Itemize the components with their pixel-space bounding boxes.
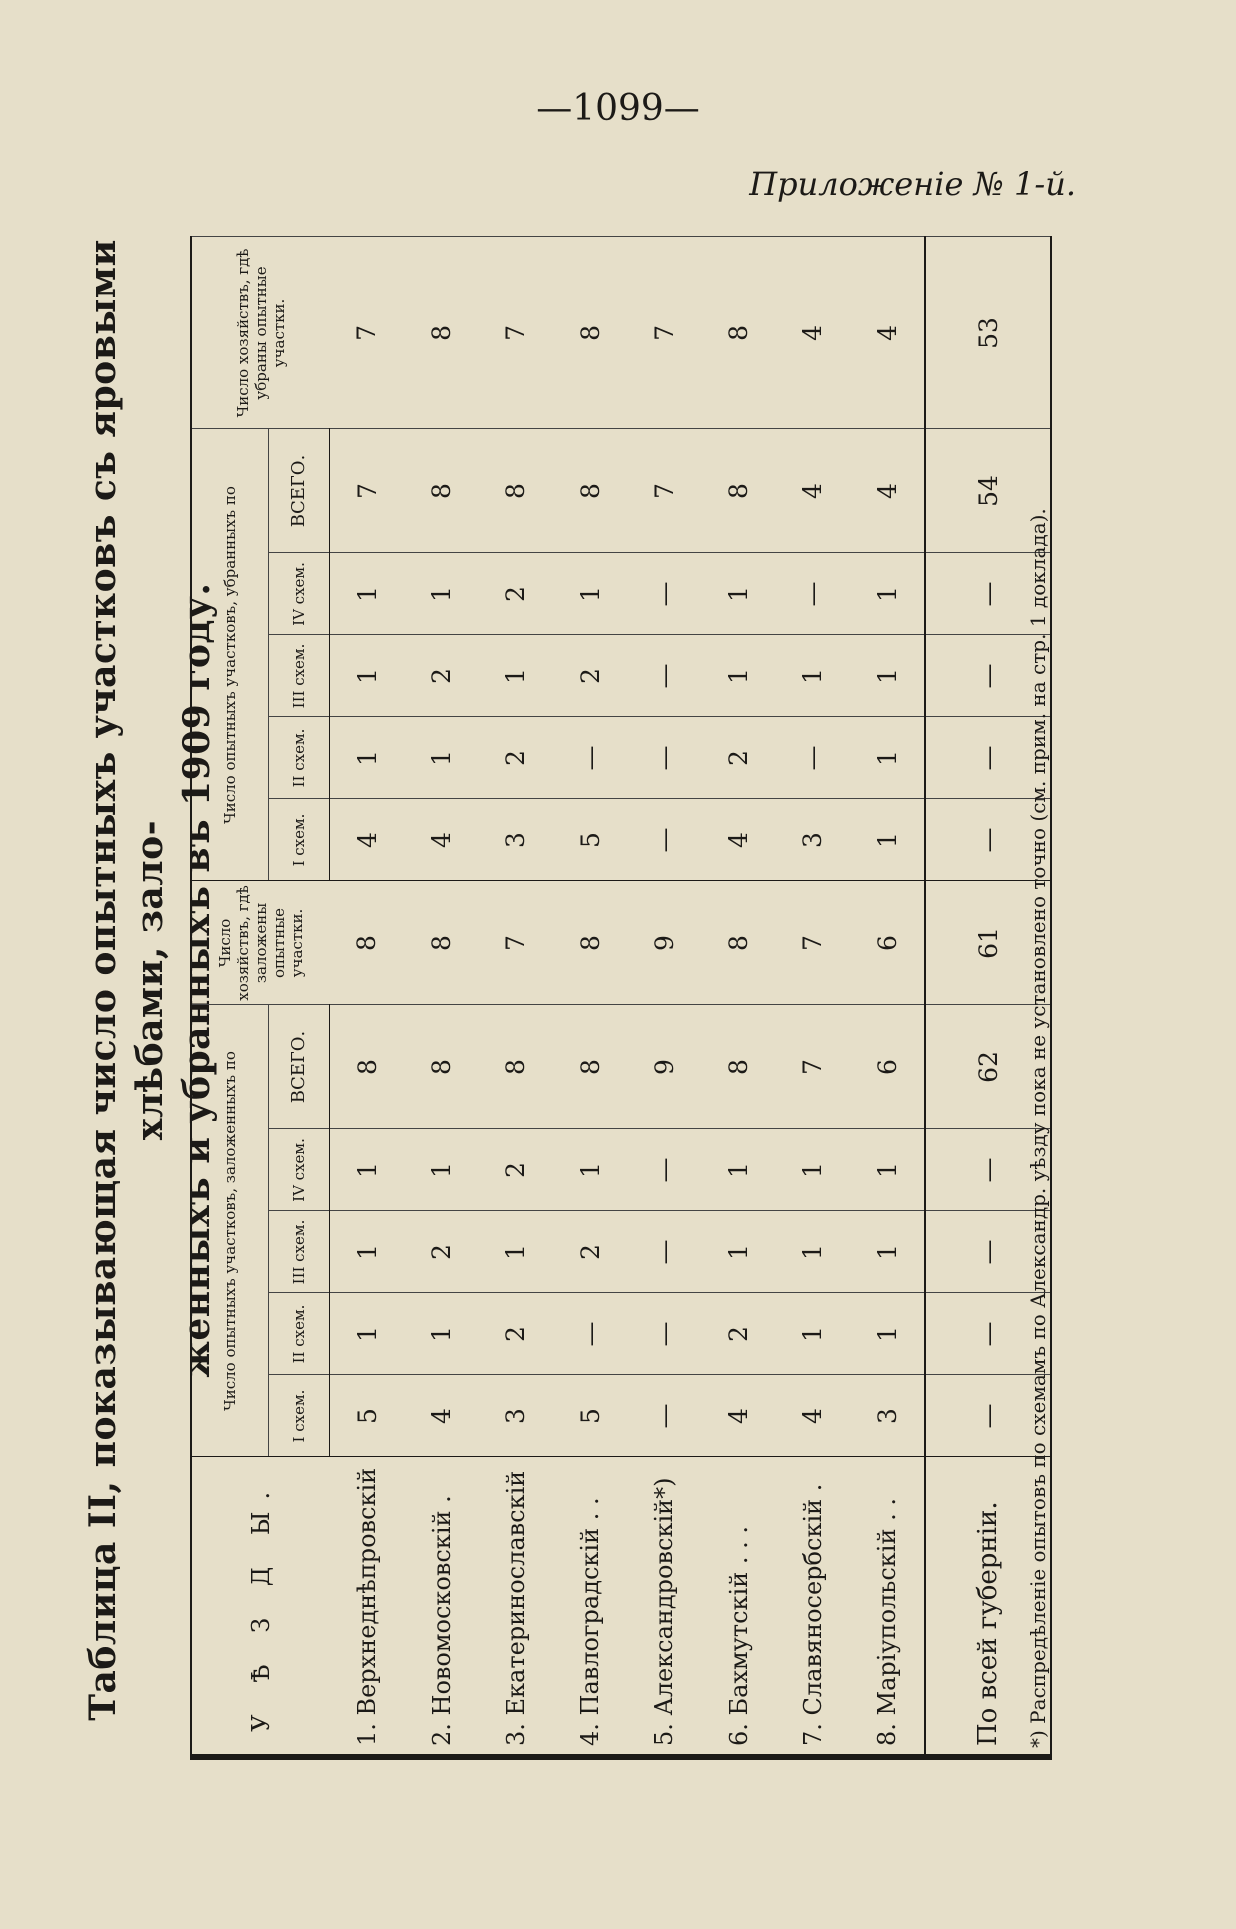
cell-harv-s1: 4 bbox=[701, 799, 775, 881]
header-harv-total: ВСЕГО. bbox=[269, 429, 330, 553]
cell-laid-s4: 2 bbox=[479, 1129, 553, 1211]
appendix-label: Приложеніе № 1-й. bbox=[749, 165, 1076, 203]
cell-laid-s3: — bbox=[925, 1211, 1051, 1293]
uezd-name: 7. Славяносербскій . bbox=[776, 1457, 850, 1757]
uezd-name: 8. Маріупольскій . . bbox=[850, 1457, 926, 1757]
total-label: По всей губерніи. bbox=[925, 1457, 1051, 1757]
cell-harv-s2: 1 bbox=[404, 717, 478, 799]
cell-laid-s2: 1 bbox=[776, 1293, 850, 1375]
cell-laid-s3: 1 bbox=[776, 1211, 850, 1293]
header-laid-s4: IV схем. bbox=[269, 1129, 330, 1211]
cell-harv-s1: — bbox=[627, 799, 701, 881]
uezd-name: 1. Верхнеднѣпровскій bbox=[330, 1457, 405, 1757]
table-row bbox=[627, 237, 701, 1757]
cell-harv-s2: — bbox=[925, 717, 1051, 799]
cell-laid-total: 9 bbox=[627, 1005, 701, 1129]
cell-harv-farms: 4 bbox=[850, 237, 926, 429]
cell-laid-s1: 4 bbox=[776, 1375, 850, 1457]
cell-harv-s3: — bbox=[627, 635, 701, 717]
cell-laid-total: 8 bbox=[701, 1005, 775, 1129]
cell-laid-s4: 1 bbox=[701, 1129, 775, 1211]
data-table bbox=[190, 236, 1052, 1760]
cell-harv-farms: 53 bbox=[925, 237, 1051, 429]
cell-harv-farms: 4 bbox=[776, 237, 850, 429]
cell-harv-farms: 8 bbox=[404, 237, 478, 429]
cell-harv-farms: 7 bbox=[627, 237, 701, 429]
cell-laid-s1: 5 bbox=[553, 1375, 627, 1457]
cell-laid-farms: 61 bbox=[925, 881, 1051, 1005]
cell-laid-s3: 2 bbox=[553, 1211, 627, 1293]
cell-harv-s2: 2 bbox=[701, 717, 775, 799]
cell-laid-s4: — bbox=[627, 1129, 701, 1211]
header-laid-total: ВСЕГО. bbox=[269, 1005, 330, 1129]
cell-harv-total: 4 bbox=[776, 429, 850, 553]
table-row bbox=[850, 237, 926, 1757]
cell-laid-total: 8 bbox=[479, 1005, 553, 1129]
cell-laid-s4: 1 bbox=[330, 1129, 405, 1211]
cell-harv-s3: 1 bbox=[701, 635, 775, 717]
cell-laid-s4: 1 bbox=[776, 1129, 850, 1211]
cell-harv-s4: 1 bbox=[701, 553, 775, 635]
cell-harv-s4: 1 bbox=[330, 553, 405, 635]
cell-harv-s2: — bbox=[776, 717, 850, 799]
cell-harv-s3: 1 bbox=[850, 635, 926, 717]
cell-laid-s3: 1 bbox=[330, 1211, 405, 1293]
cell-harv-total: 8 bbox=[553, 429, 627, 553]
cell-laid-s2: 1 bbox=[850, 1293, 926, 1375]
header-laid-s3: III схем. bbox=[269, 1211, 330, 1293]
cell-laid-farms: 7 bbox=[479, 881, 553, 1005]
header-uezdy: У Ѣ З Д Ы. bbox=[191, 1457, 330, 1757]
cell-laid-s4: 1 bbox=[850, 1129, 926, 1211]
cell-laid-s1: — bbox=[925, 1375, 1051, 1457]
cell-harv-total: 4 bbox=[850, 429, 926, 553]
table-row bbox=[553, 237, 627, 1757]
cell-laid-farms: 7 bbox=[776, 881, 850, 1005]
cell-laid-s2: 1 bbox=[404, 1293, 478, 1375]
cell-laid-farms: 6 bbox=[850, 881, 926, 1005]
cell-harv-s2: 1 bbox=[850, 717, 926, 799]
header-laid-s2: II схем. bbox=[269, 1293, 330, 1375]
cell-harv-s3: 1 bbox=[330, 635, 405, 717]
cell-laid-total: 8 bbox=[553, 1005, 627, 1129]
cell-harv-s2: 1 bbox=[330, 717, 405, 799]
uezd-name: 3. Екатеринославскій bbox=[479, 1457, 553, 1757]
footnote: *) Распредѣленіе опытовъ по схемамъ по Александр. уѣзду пока не установлено точно (см. прим. на стр. 1 доклада). bbox=[1026, 508, 1050, 1748]
header-harv-s3: III схем. bbox=[269, 635, 330, 717]
cell-laid-farms: 8 bbox=[553, 881, 627, 1005]
title-line-1: Таблица II, показывающая число опытныхъ участковъ съ яровыми хлѣбами, зало- bbox=[82, 239, 171, 1721]
cell-harv-farms: 8 bbox=[553, 237, 627, 429]
cell-laid-s2: — bbox=[925, 1293, 1051, 1375]
cell-harv-s4: — bbox=[776, 553, 850, 635]
cell-laid-s2: 2 bbox=[479, 1293, 553, 1375]
cell-laid-total: 6 bbox=[850, 1005, 926, 1129]
cell-harv-s3: 1 bbox=[479, 635, 553, 717]
cell-laid-s3: — bbox=[627, 1211, 701, 1293]
cell-harv-s1: 4 bbox=[404, 799, 478, 881]
cell-harv-s1: 1 bbox=[850, 799, 926, 881]
header-harv-s2: II схем. bbox=[269, 717, 330, 799]
cell-harv-total: 7 bbox=[330, 429, 405, 553]
cell-laid-s2: 2 bbox=[701, 1293, 775, 1375]
cell-laid-farms: 8 bbox=[701, 881, 775, 1005]
cell-laid-s1: 5 bbox=[330, 1375, 405, 1457]
header-harvest-group: Число опытныхъ участковъ, убранныхъ по bbox=[191, 429, 269, 881]
table-row bbox=[330, 237, 405, 1757]
cell-harv-total: 8 bbox=[404, 429, 478, 553]
cell-harv-s1: — bbox=[925, 799, 1051, 881]
header-harv-s1: I схем. bbox=[269, 799, 330, 881]
cell-laid-total: 8 bbox=[404, 1005, 478, 1129]
header-laid-group: Число опытныхъ участковъ, заложенныхъ по bbox=[191, 1005, 269, 1457]
header-laid-s1: I схем. bbox=[269, 1375, 330, 1457]
table-row bbox=[776, 237, 850, 1757]
cell-laid-farms: 8 bbox=[330, 881, 405, 1005]
cell-harv-s4: — bbox=[627, 553, 701, 635]
cell-laid-s4: 1 bbox=[553, 1129, 627, 1211]
cell-laid-s3: 1 bbox=[479, 1211, 553, 1293]
title-line-2: женныхъ и убранныхъ въ 1909 году. bbox=[176, 582, 218, 1378]
cell-harv-total: 7 bbox=[627, 429, 701, 553]
cell-harv-s2: — bbox=[553, 717, 627, 799]
cell-harv-total: 8 bbox=[479, 429, 553, 553]
uezd-name: 5. Александровскій*) bbox=[627, 1457, 701, 1757]
cell-harv-s1: 3 bbox=[776, 799, 850, 881]
cell-laid-s2: 1 bbox=[330, 1293, 405, 1375]
header-laid-farms: Число хозяйствъ, гдѣ заложены опытные участки. bbox=[191, 881, 330, 1005]
header-harvest-farms: Число хозяйствъ, гдѣ убраны опытные участки. bbox=[191, 237, 330, 429]
table-row bbox=[701, 237, 775, 1757]
cell-harv-farms: 7 bbox=[479, 237, 553, 429]
cell-laid-s1: — bbox=[627, 1375, 701, 1457]
uezd-name: 2. Новомосковскій . bbox=[404, 1457, 478, 1757]
cell-harv-s3: 2 bbox=[404, 635, 478, 717]
cell-laid-s1: 4 bbox=[404, 1375, 478, 1457]
cell-harv-total: 54 bbox=[925, 429, 1051, 553]
cell-laid-farms: 8 bbox=[404, 881, 478, 1005]
cell-laid-farms: 9 bbox=[627, 881, 701, 1005]
cell-harv-s4: 1 bbox=[850, 553, 926, 635]
cell-harv-s3: — bbox=[925, 635, 1051, 717]
uezd-name: 4. Павлоградскій . . bbox=[553, 1457, 627, 1757]
cell-laid-s2: — bbox=[627, 1293, 701, 1375]
cell-harv-s2: — bbox=[627, 717, 701, 799]
cell-harv-s3: 2 bbox=[553, 635, 627, 717]
cell-laid-s3: 1 bbox=[850, 1211, 926, 1293]
cell-harv-farms: 8 bbox=[701, 237, 775, 429]
cell-harv-s4: 1 bbox=[404, 553, 478, 635]
cell-harv-s1: 3 bbox=[479, 799, 553, 881]
uezd-name: 6. Бахмутскій . . . bbox=[701, 1457, 775, 1757]
table-row bbox=[404, 237, 478, 1757]
cell-laid-s3: 1 bbox=[701, 1211, 775, 1293]
header-harv-s4: IV схем. bbox=[269, 553, 330, 635]
cell-laid-s1: 3 bbox=[479, 1375, 553, 1457]
cell-harv-s4: — bbox=[925, 553, 1051, 635]
cell-laid-s4: 1 bbox=[404, 1129, 478, 1211]
cell-laid-s2: — bbox=[553, 1293, 627, 1375]
cell-laid-s1: 4 bbox=[701, 1375, 775, 1457]
cell-laid-total: 8 bbox=[330, 1005, 405, 1129]
cell-harv-farms: 7 bbox=[330, 237, 405, 429]
rotated-content bbox=[80, 200, 1060, 1760]
cell-laid-s1: 3 bbox=[850, 1375, 926, 1457]
cell-laid-s4: — bbox=[925, 1129, 1051, 1211]
cell-laid-s3: 2 bbox=[404, 1211, 478, 1293]
cell-harv-s3: 1 bbox=[776, 635, 850, 717]
cell-harv-total: 8 bbox=[701, 429, 775, 553]
cell-laid-total: 62 bbox=[925, 1005, 1051, 1129]
cell-harv-s2: 2 bbox=[479, 717, 553, 799]
cell-harv-s1: 5 bbox=[553, 799, 627, 881]
table-row bbox=[479, 237, 553, 1757]
cell-harv-s4: 1 bbox=[553, 553, 627, 635]
page-number: —1099— bbox=[536, 88, 700, 129]
cell-harv-s4: 2 bbox=[479, 553, 553, 635]
cell-laid-total: 7 bbox=[776, 1005, 850, 1129]
cell-harv-s1: 4 bbox=[330, 799, 405, 881]
